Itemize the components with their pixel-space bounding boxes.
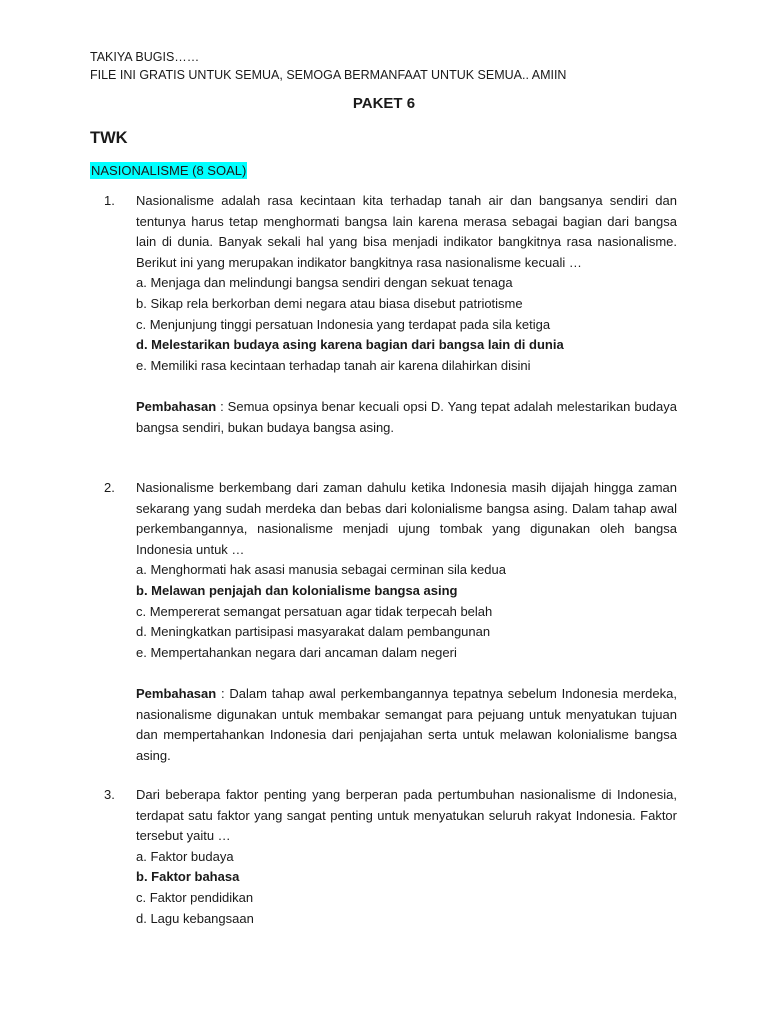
option-b-correct: b. Melawan penjajah dan kolonialisme bangsa asing (136, 582, 458, 598)
question-stem: Nasionalisme adalah rasa kecintaan kita terhadap tanah air dan bangsanya sendiri dan tentunya harus tetap menghormati bangsa lain karena merasa sebagai bagian dari bangsa lain di dunia. Banyak sekali hal yang bisa menjadi indikator bangkitnya rasa nasionalisme. Berikut ini yang merupakan indikator bangkitnya rasa nasionalisme kecuali … (136, 193, 677, 270)
option-c: c. Faktor pendidikan (136, 889, 254, 905)
pembahasan-label: Pembahasan (136, 685, 217, 701)
question-number: 2. (104, 480, 115, 495)
header-author-line: TAKIYA BUGIS…… (90, 50, 200, 64)
option-a: a. Faktor budaya (136, 848, 234, 864)
question-number: 3. (104, 787, 115, 802)
option-c: c. Menjunjung tinggi persatuan Indonesia yang terdapat pada sila ketiga (136, 316, 551, 332)
question-3 (104, 785, 677, 929)
pembahasan (136, 684, 677, 766)
option-b: b. Sikap rela berkorban demi negara atau biasa disebut patriotisme (136, 295, 523, 311)
option-a: a. Menghormati hak asasi manusia sebagai cerminan sila kedua (136, 562, 506, 578)
document-header (90, 48, 566, 84)
question-1 (104, 191, 677, 438)
question-number: 1. (104, 193, 115, 208)
page-title: PAKET 6 (352, 95, 416, 112)
question-stem: Nasionalisme berkembang dari zaman dahulu ketika Indonesia masih dijajah hingga zaman sekarang yang sudah merdeka dan bebas dari kolonialisme bangsa asing. Dalam tahap awal perkembangannya, nasionalisme menjadi ujung tombak yang digunakan oleh bangsa Indonesia untuk … (136, 480, 677, 557)
option-e: e. Memiliki rasa kecintaan terhadap tanah air karena dilahirkan disini (136, 357, 531, 373)
option-d: d. Meningkatkan partisipasi masyarakat dalam pembangunan (136, 624, 491, 640)
option-c: c. Mempererat semangat persatuan agar tidak terpecah belah (136, 603, 493, 619)
section-heading-twk: TWK (90, 129, 128, 147)
pembahasan (136, 397, 677, 438)
question-2 (104, 478, 677, 766)
option-a: a. Menjaga dan melindungi bangsa sendiri dengan sekuat tenaga (136, 275, 513, 291)
header-note-line: FILE INI GRATIS UNTUK SEMUA, SEMOGA BERMANFAAT UNTUK SEMUA.. AMIIN (90, 68, 567, 82)
option-d-correct: d. Melestarikan budaya asing karena bagian dari bangsa lain di dunia (136, 337, 564, 353)
option-d: d. Lagu kebangsaan (136, 910, 254, 926)
pembahasan-text: : Dalam tahap awal perkembangannya tepatnya sebelum Indonesia merdeka, nasionalisme digunakan untuk membakar semangat para pejuang untuk menyatukan tujuan dan mempertahankan Indonesia dari penjajahan serta untuk melawan kolonialisme bangsa asing. (136, 685, 677, 763)
option-b-correct: b. Faktor bahasa (136, 869, 240, 885)
option-e: e. Mempertahankan negara dari ancaman dalam negeri (136, 644, 457, 660)
pembahasan-label: Pembahasan (136, 398, 217, 414)
subsection-highlight: NASIONALISME (8 SOAL) (91, 163, 247, 178)
question-stem: Dari beberapa faktor penting yang berperan pada pertumbuhan nasionalisme di Indonesia, terdapat satu faktor yang sangat penting untuk menyatukan seluruh rakyat Indonesia. Faktor tersebut yaitu … (136, 787, 677, 844)
pembahasan-text: : Semua opsinya benar kecuali opsi D. Yang tepat adalah melestarikan budaya bangsa sendiri, bukan budaya bangsa asing. (136, 398, 677, 435)
